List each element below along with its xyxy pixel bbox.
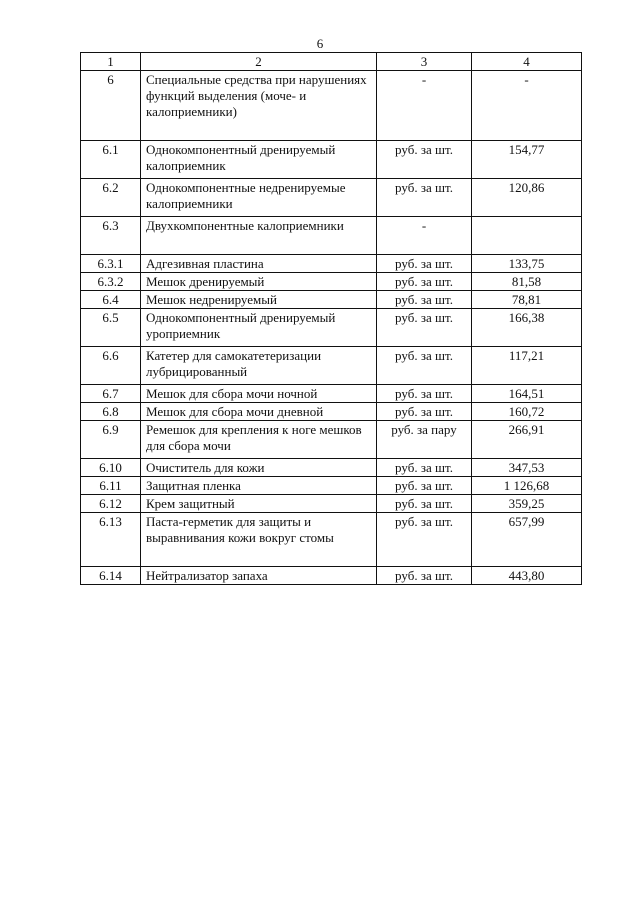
item-number: 6.1	[81, 141, 141, 179]
item-unit: руб. за пару	[377, 421, 472, 459]
column-header: 3	[377, 53, 472, 71]
table-row	[81, 71, 582, 141]
item-unit: руб. за шт.	[377, 291, 472, 309]
item-unit: руб. за шт.	[377, 309, 472, 347]
column-header: 2	[141, 53, 377, 71]
table-row	[81, 513, 582, 567]
item-name: Однокомпонентные недренируемые калоприемники	[141, 179, 377, 217]
table-row	[81, 495, 582, 513]
table-header-row	[81, 53, 582, 71]
item-price: 117,21	[472, 347, 582, 385]
item-price: 160,72	[472, 403, 582, 421]
item-number: 6.11	[81, 477, 141, 495]
item-name: Паста-герметик для защиты и выравнивания кожи вокруг стомы	[141, 513, 377, 567]
price-table	[80, 52, 582, 585]
item-unit: руб. за шт.	[377, 403, 472, 421]
table-row	[81, 347, 582, 385]
item-number: 6.2	[81, 179, 141, 217]
item-name: Крем защитный	[141, 495, 377, 513]
table-row	[81, 273, 582, 291]
item-unit: руб. за шт.	[377, 459, 472, 477]
item-number: 6.6	[81, 347, 141, 385]
item-name: Нейтрализатор запаха	[141, 567, 377, 585]
item-unit: руб. за шт.	[377, 273, 472, 291]
table-row	[81, 459, 582, 477]
item-unit: -	[377, 71, 472, 141]
item-price: 154,77	[472, 141, 582, 179]
table-row	[81, 477, 582, 495]
item-unit: руб. за шт.	[377, 495, 472, 513]
table-row	[81, 567, 582, 585]
item-price: 133,75	[472, 255, 582, 273]
item-number: 6.12	[81, 495, 141, 513]
item-price	[472, 217, 582, 255]
item-price: 164,51	[472, 385, 582, 403]
item-name: Однокомпонентный дренируемый калоприемник	[141, 141, 377, 179]
item-price: 120,86	[472, 179, 582, 217]
item-name: Мешок недренируемый	[141, 291, 377, 309]
item-price: -	[472, 71, 582, 141]
table-row	[81, 217, 582, 255]
item-unit: руб. за шт.	[377, 513, 472, 567]
item-number: 6.3.2	[81, 273, 141, 291]
item-name: Защитная пленка	[141, 477, 377, 495]
item-number: 6.3.1	[81, 255, 141, 273]
item-name: Мешок для сбора мочи дневной	[141, 403, 377, 421]
table-row	[81, 179, 582, 217]
item-unit: руб. за шт.	[377, 477, 472, 495]
item-name: Мешок для сбора мочи ночной	[141, 385, 377, 403]
table-row	[81, 385, 582, 403]
table-row	[81, 403, 582, 421]
item-number: 6	[81, 71, 141, 141]
item-unit: -	[377, 217, 472, 255]
item-name: Очиститель для кожи	[141, 459, 377, 477]
item-price: 166,38	[472, 309, 582, 347]
item-unit: руб. за шт.	[377, 385, 472, 403]
item-name: Двухкомпонентные калоприемники	[141, 217, 377, 255]
item-number: 6.3	[81, 217, 141, 255]
item-name: Однокомпонентный дренируемый уроприемник	[141, 309, 377, 347]
item-price: 81,58	[472, 273, 582, 291]
item-name: Ремешок для крепления к ноге мешков для сбора мочи	[141, 421, 377, 459]
item-number: 6.4	[81, 291, 141, 309]
item-price: 78,81	[472, 291, 582, 309]
table-row	[81, 421, 582, 459]
item-price: 1 126,68	[472, 477, 582, 495]
table-row	[81, 291, 582, 309]
page-number: 6	[316, 36, 324, 51]
item-price: 266,91	[472, 421, 582, 459]
item-price: 347,53	[472, 459, 582, 477]
item-unit: руб. за шт.	[377, 141, 472, 179]
item-number: 6.13	[81, 513, 141, 567]
item-number: 6.14	[81, 567, 141, 585]
column-header: 1	[81, 53, 141, 71]
item-unit: руб. за шт.	[377, 347, 472, 385]
item-number: 6.8	[81, 403, 141, 421]
item-number: 6.5	[81, 309, 141, 347]
table-row	[81, 141, 582, 179]
item-price: 443,80	[472, 567, 582, 585]
item-price: 657,99	[472, 513, 582, 567]
item-name: Адгезивная пластина	[141, 255, 377, 273]
table-row	[81, 255, 582, 273]
item-name: Катетер для самокатетеризации лубрицированный	[141, 347, 377, 385]
item-unit: руб. за шт.	[377, 179, 472, 217]
item-number: 6.9	[81, 421, 141, 459]
item-name: Мешок дренируемый	[141, 273, 377, 291]
column-header: 4	[472, 53, 582, 71]
item-name: Специальные средства при нарушениях функций выделения (моче- и калоприемники)	[141, 71, 377, 141]
item-number: 6.7	[81, 385, 141, 403]
item-unit: руб. за шт.	[377, 255, 472, 273]
table-row	[81, 309, 582, 347]
item-unit: руб. за шт.	[377, 567, 472, 585]
item-price: 359,25	[472, 495, 582, 513]
item-number: 6.10	[81, 459, 141, 477]
